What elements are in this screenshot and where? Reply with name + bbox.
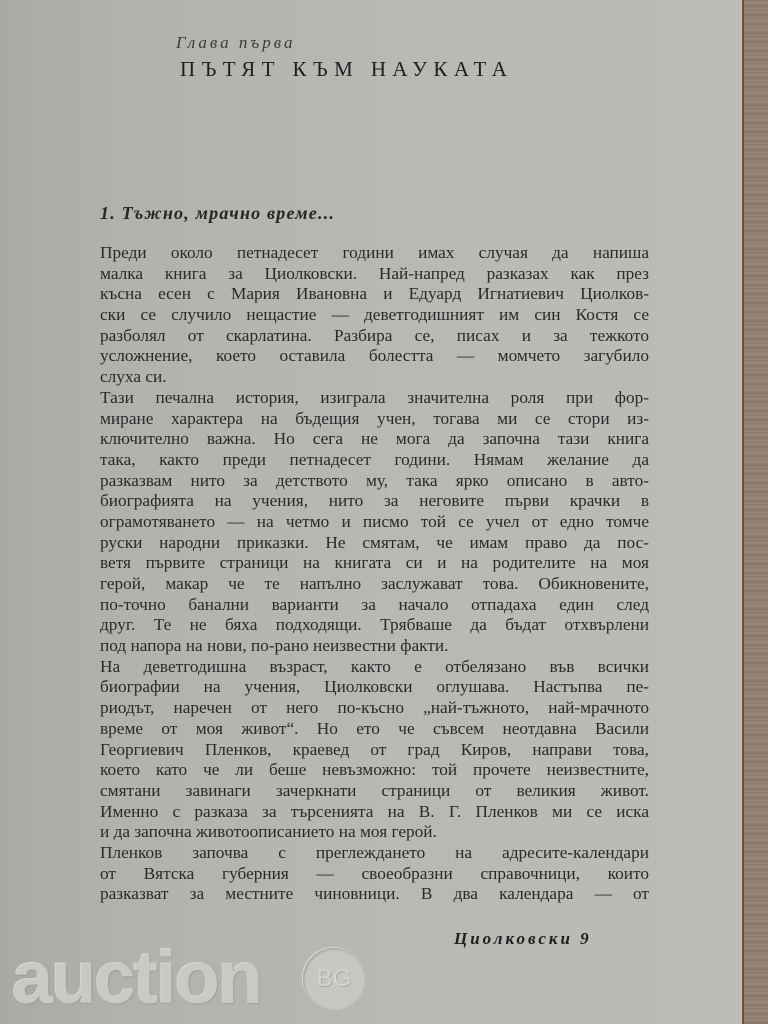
text-line: Пленков започва с преглеждането на адресите-календари [100,842,649,862]
text-line: биографии на учения, Циолковски оглушава. Настъпва пе- [100,677,649,697]
text-line: малка книга за Циолковски. Най-напред разказах как през [100,263,649,283]
text-line: и да започна животоописанието на моя герой. [100,822,437,842]
text-line: ограмотяването — на четмо и писмо той се учел от едно томче [100,511,649,531]
text-line: така, както преди петнадесет години. Нямам желание да [100,449,649,469]
text-line: риодът, наречен от него по-късно „най-тъжното, най-мрачното [100,698,649,718]
text-line: биографията на учения, нито за неговите първи крачки в [100,491,649,511]
text-line: ветя първите страници на книгата си и на родителите на моя [100,553,649,573]
text-line: смятани завинаги зачеркнати страници от великия живот. [100,780,649,800]
text-line: късна есен с Мария Ивановна и Едуард Игнатиевич Циолков- [100,284,649,304]
text-line: друг. Те не бяха подходящи. Трябваше да бъдат отхвърлени [100,615,649,635]
text-line: под напора на нови, по-рано неизвестни факти. [100,636,449,656]
text-line: Преди около петнадесет години имах случая да напиша [100,243,649,262]
text-line: ключително важна. Но сега не мога да започна тази книга [100,429,649,449]
chapter-label: Глава първа [176,33,296,52]
running-footer: Циолковски 9 [454,929,592,948]
text-line: миране характера на бъдещия учен, тогава ми се стори из- [100,408,649,428]
text-line: На деветгодишна възраст, както е отбелязано във всички [100,656,649,676]
text-line: руски народни приказки. Не смятам, че имам право да пос- [100,532,649,552]
text-line: по-точно банални варианти за начало отпадаха един след [100,594,649,614]
watermark-badge-text: BG [316,965,352,992]
text-line: Георгиевич Пленков, краевед от град Киров, направи това, [100,739,649,759]
chapter-title: ПЪТЯТ КЪМ НАУКАТА [180,57,514,81]
text-line: Именно с разказа за търсенията на В. Г. Пленков ми се иска [100,801,649,821]
text-line: слуха си. [100,367,167,387]
body-text [100,243,649,905]
text-line: което като че ли беше невъзможно: той прочете неизвестните, [100,760,649,780]
watermark-logo: auction [12,936,262,1019]
text-line: разказвам нито за детството му, така ярко описано в авто- [100,470,649,490]
watermark-badge-icon [303,948,365,1010]
text-line: разболял от скарлатина. Разбира се, писах и за тежкото [100,325,649,345]
text-line: ски се случило нещастие — деветгодишният им син Костя се [100,305,649,325]
table-surface [742,0,768,1024]
text-line: Тази печална история, изиграла значителна роля при фор- [100,387,649,407]
section-heading: 1. Тъжно, мрачно време... [100,203,336,223]
text-line: усложнение, което оставила болестта — момчето загубило [100,346,649,366]
text-line: време от моя живот“. Но ето че съвсем неотдавна Васили [100,718,649,738]
text-line: разказват за местните чиновници. В два календара — от [100,884,649,904]
text-line: герой, макар че те напълно заслужават това. Обикновените, [100,574,649,593]
text-line: от Вятска губерния — своеобразни справочници, които [100,863,649,883]
